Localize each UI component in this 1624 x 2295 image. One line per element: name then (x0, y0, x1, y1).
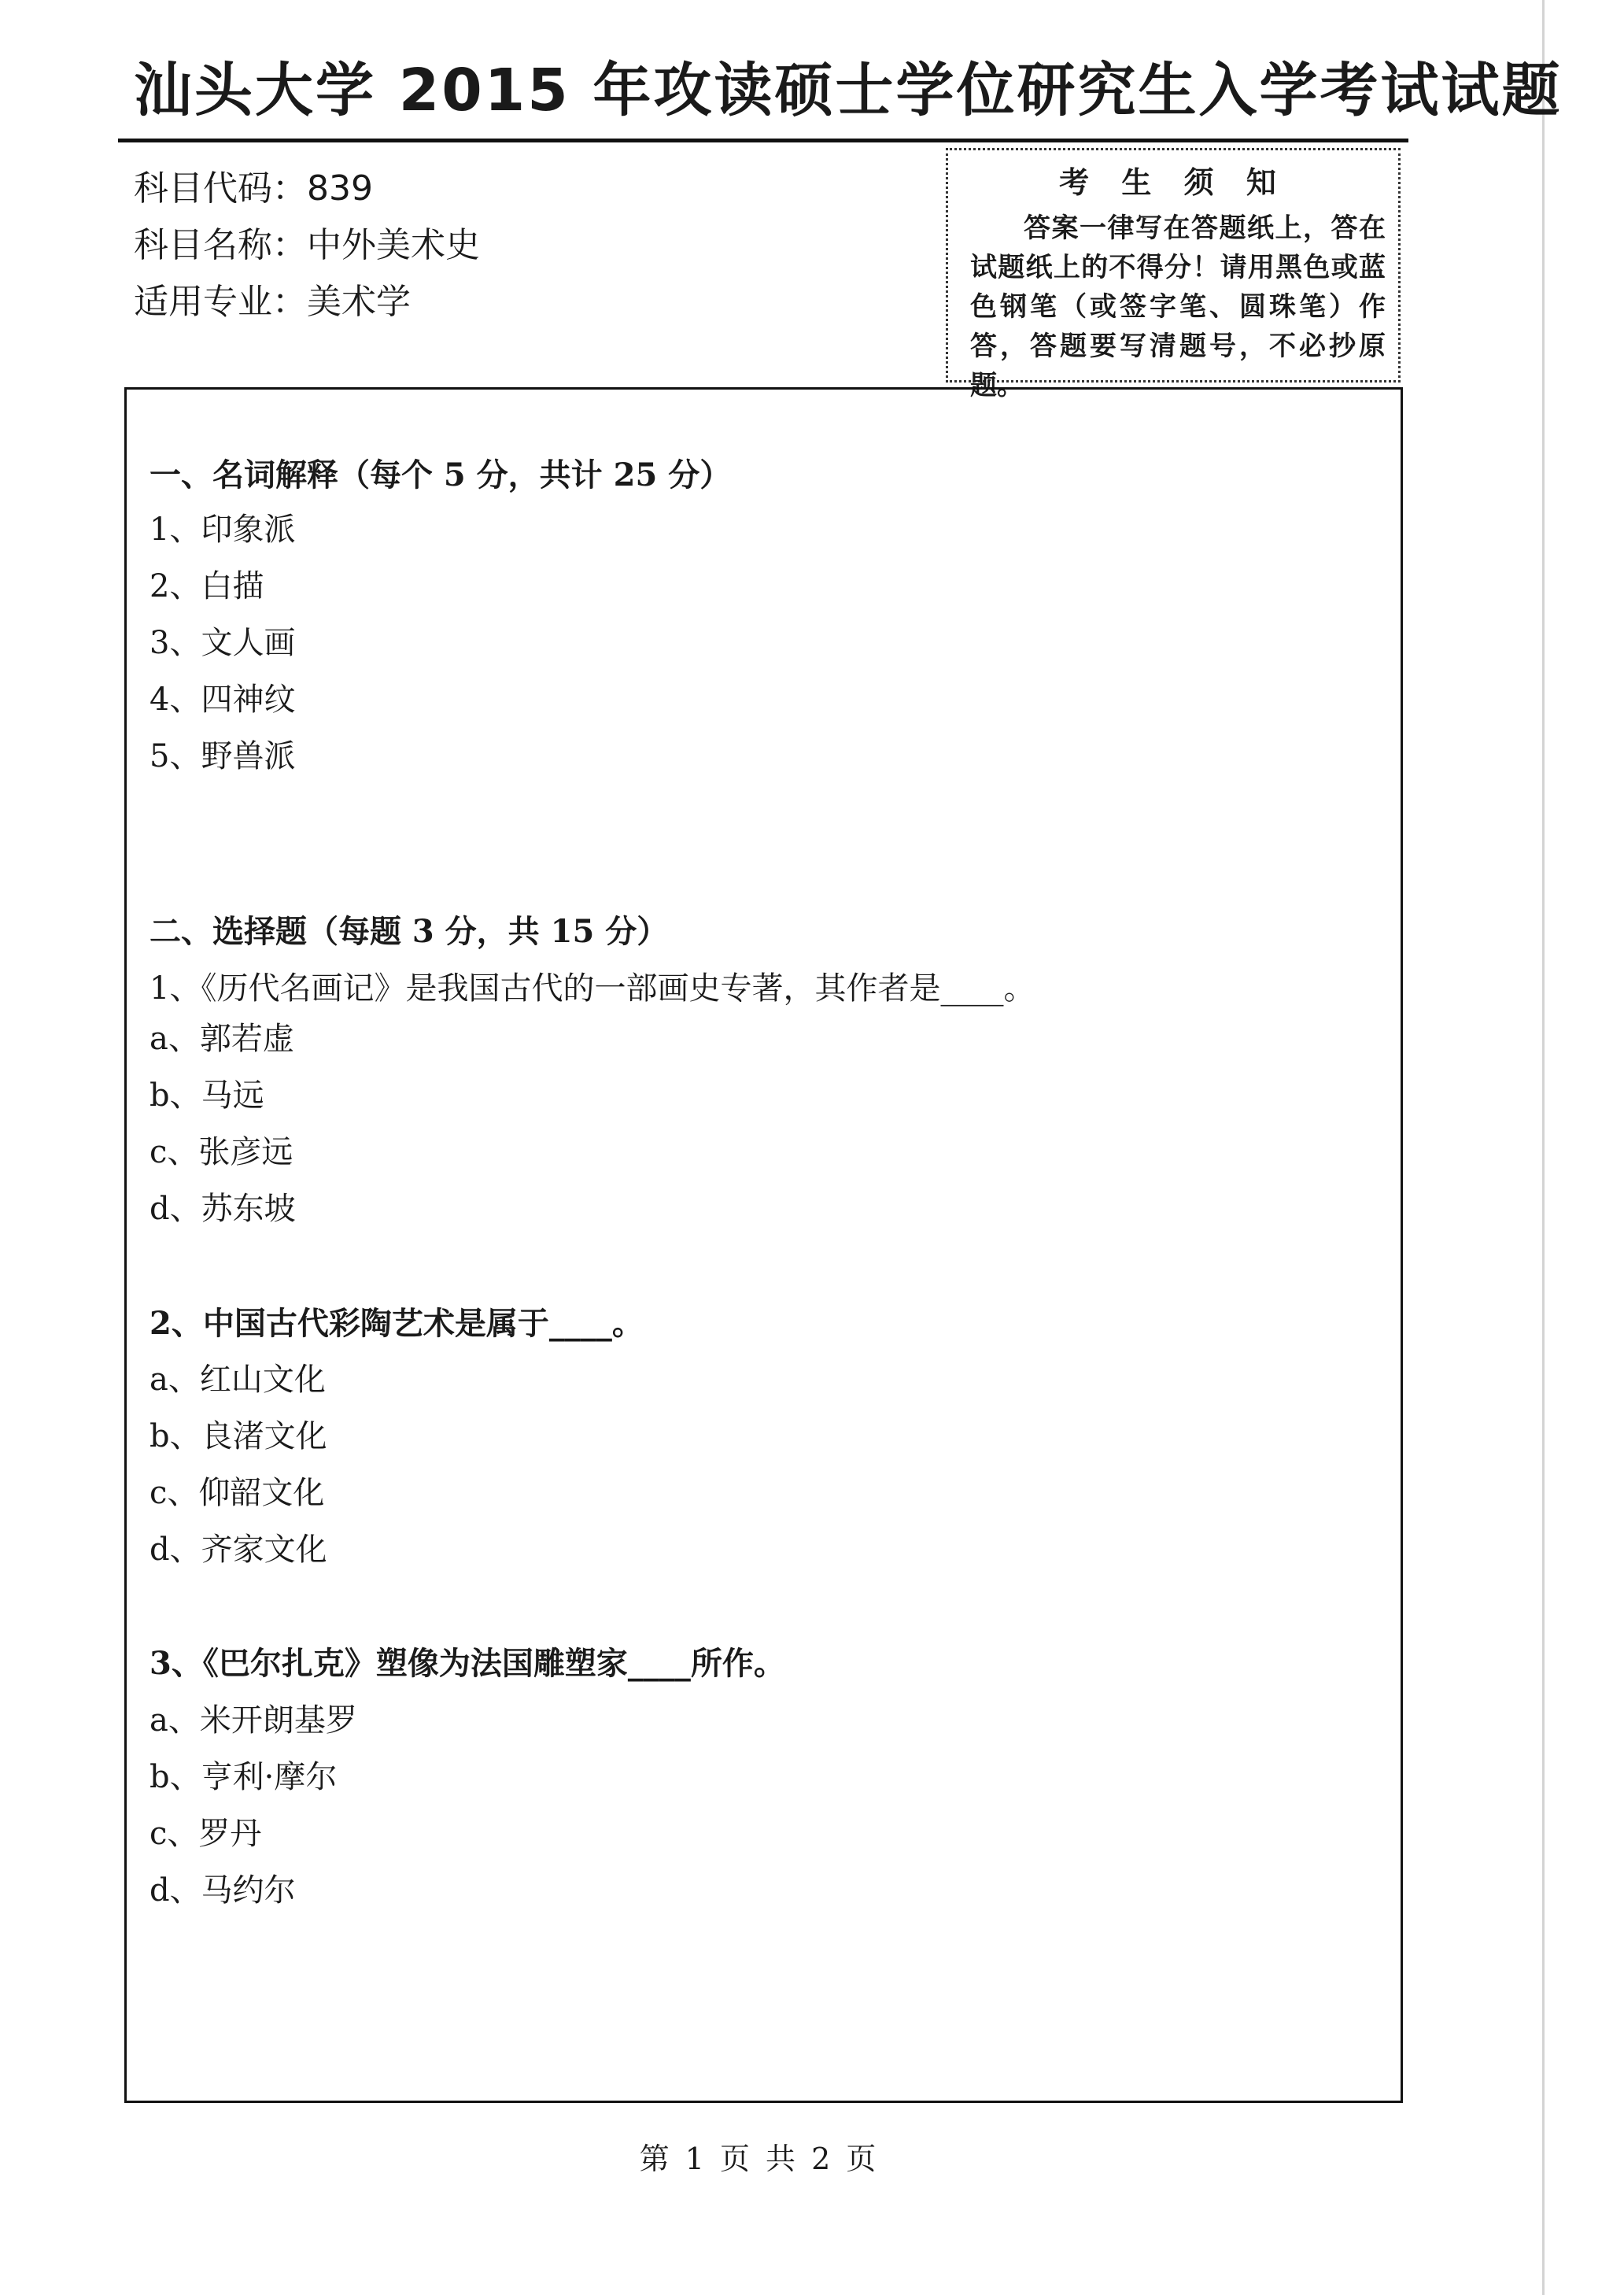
section-heading-choice: 二、选择题（每题 3 分，共 15 分） (149, 913, 669, 950)
notice-title: 考 生 须 知 (1059, 165, 1287, 200)
question-stem: 1、《历代名画记》是我国古代的一部画史专著，其作者是____。 (149, 970, 1035, 1007)
question-option: d、马约尔 (149, 1872, 296, 1909)
question-option: a、郭若虚 (149, 1021, 294, 1057)
question-option: d、齐家文化 (149, 1532, 327, 1568)
section-heading-terms: 一、名词解释（每个 5 分，共计 25 分） (149, 456, 732, 493)
question-option: b、马远 (149, 1077, 264, 1114)
term-item: 3、文人画 (149, 625, 296, 661)
subject-code: 科目代码：839 (134, 168, 373, 209)
term-item: 1、印象派 (149, 512, 296, 548)
question-option: b、良渚文化 (149, 1418, 327, 1454)
term-item: 5、野兽派 (149, 738, 296, 774)
exam-title: 汕头大学 2015 年攻读硕士学位研究生入学考试试题 (134, 57, 1563, 124)
notice-body: 答案一律写在答题纸上，答在试题纸上的不得分！请用黑色或蓝色钢笔（或签字笔、圆珠笔）作答，答题要写清题号，不必抄原题。 (970, 213, 1386, 401)
applicable-major: 适用专业：美术学 (134, 282, 411, 322)
question-option: a、米开朗基罗 (149, 1702, 357, 1739)
question-option: c、罗丹 (149, 1816, 262, 1852)
question-option: c、张彦远 (149, 1134, 293, 1170)
term-item: 2、白描 (149, 568, 264, 604)
question-option: b、亨利·摩尔 (149, 1759, 338, 1795)
question-stem: 3、《巴尔扎克》塑像为法国雕塑家____所作。 (149, 1645, 785, 1682)
page-number: 第 1 页 共 2 页 (639, 2142, 880, 2176)
title-divider (118, 139, 1408, 142)
term-item: 4、四神纹 (149, 682, 296, 718)
question-stem: 2、中国古代彩陶艺术是属于____。 (149, 1305, 644, 1342)
candidate-notice-box (946, 148, 1401, 401)
question-frame (124, 387, 1403, 2103)
question-option: c、仰韶文化 (149, 1475, 325, 1511)
page-edge (1542, 0, 1545, 2295)
question-option: a、红山文化 (149, 1362, 326, 1398)
question-option: d、苏东坡 (149, 1191, 296, 1227)
subject-name: 科目名称：中外美术史 (134, 225, 480, 265)
